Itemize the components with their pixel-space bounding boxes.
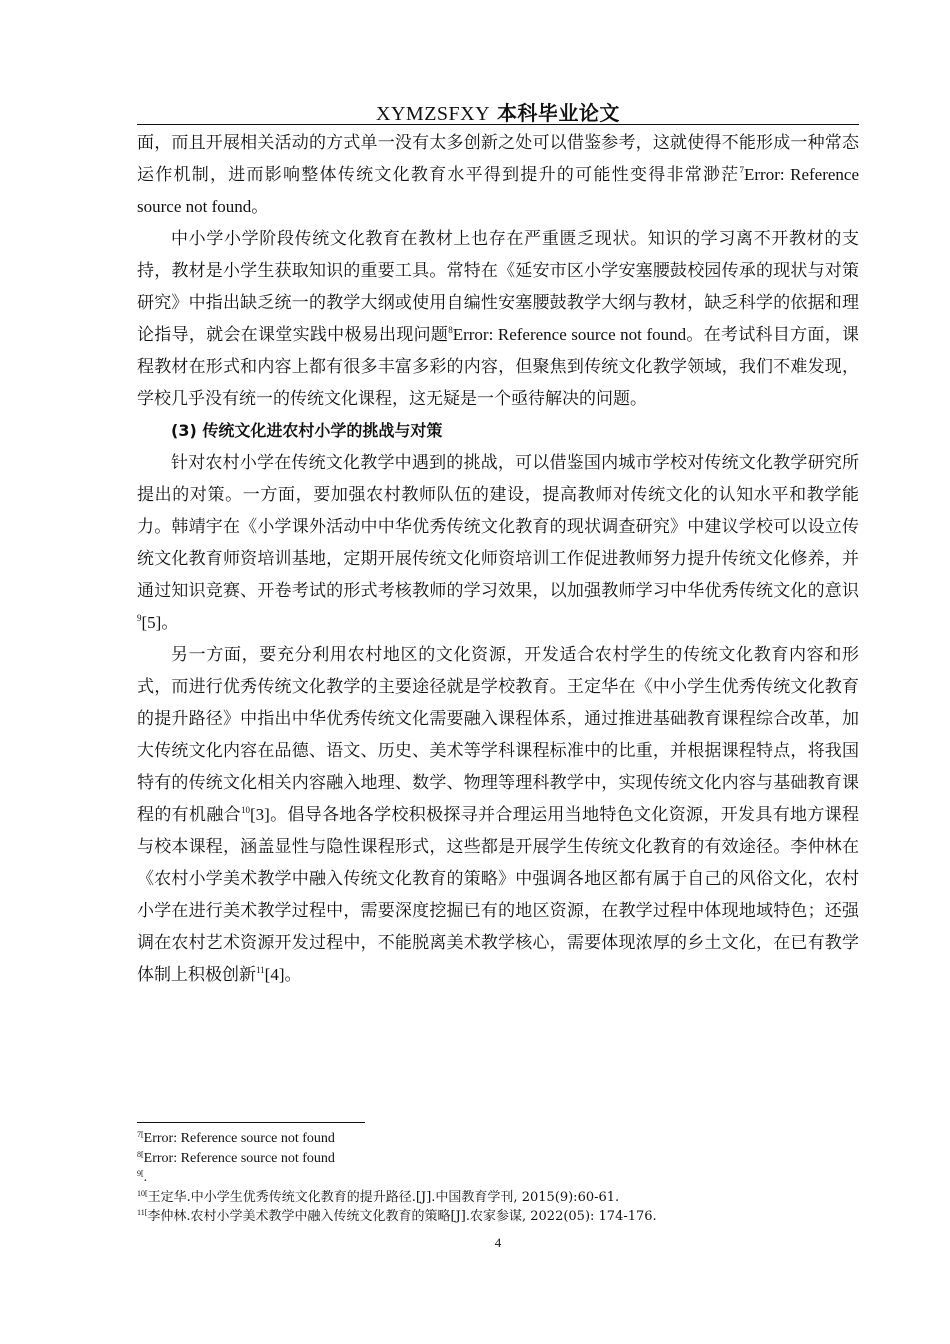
paragraph-text: 。在考试科目方面，课程教材在形式和内容上都有很多丰富多彩的内容，但聚焦到传统文化教学领域，我们不难发现，学校几乎没有统一的传统文化课程，这无疑是一个亟待解决的问题。 <box>137 325 860 409</box>
paragraph-text: 。 <box>284 965 302 985</box>
header-latin: XYMZSFXY <box>376 103 491 125</box>
footnote-ref[interactable]: 9 <box>137 613 142 623</box>
paragraph-text: 另一方面，要充分利用农村地区的文化资源，开发适合农村学生的传统文化教育内容和形式，而进行优秀传统文化教学的主要途径就是学校教育。王定华在《中小学生优秀传统文化教育的提升路径》中指出中华优秀传统文化需要融入课程体系，通过推进基础教育课程综合改革，加大传统文化内容在品德、语文、历史、美术等学科课程标准中的比重，并根据课程特点，将我国特有的传统文化相关内容融入地理、数学、物理等理科教学中，实现传统文化内容与基础教育课程的有机融合 <box>137 645 859 825</box>
footnote-mark: 7[ <box>137 1130 144 1139</box>
footnote-text: Error: Reference source not found <box>143 1150 335 1166</box>
footnote-separator <box>137 1122 365 1123</box>
footnote-text: Error: Reference source not found <box>143 1131 335 1146</box>
footnotes <box>137 1129 859 1227</box>
footnote-item <box>137 1188 859 1208</box>
footnote-ref[interactable]: 7 <box>739 165 745 175</box>
paragraph <box>137 639 859 991</box>
footnote-mark: 8[ <box>137 1149 144 1159</box>
paragraph-text: 面，而且开展相关活动的方式单一没有太多创新之处可以借鉴参考，这就使得不能形成一种常态运作机制，进而影响整体传统文化教育水平得到提升的可能性变得非常渺茫 <box>137 133 859 185</box>
footnote-text: 李仲林.农村小学美术教学中融入传统文化教育的策略[J].农家参谋, 2022(05): 174-176. <box>147 1209 657 1224</box>
footnote-item <box>137 1129 859 1149</box>
footnote-item <box>137 1207 859 1227</box>
paragraph <box>137 223 859 415</box>
header-rule <box>137 124 859 125</box>
paragraph-text: 中小学小学阶段传统文化教育在教材上也存在严重匮乏现状。知识的学习离不开教材的支持，教材是小学生获取知识的重要工具。常特在《延安市区小学安塞腰鼓校园传承的现状与对策研究》中指出缺乏统一的教学大纲或使用自编性安塞腰鼓教学大纲与教材，缺乏科学的依据和理论指导，就会在课堂实践中极易出现问题 <box>137 229 859 345</box>
footnote-text: 王定华.中小学生优秀传统文化教育的提升路径.[J].中国教育学刊, 2015(9):60-61. <box>147 1189 620 1205</box>
citation[interactable]: [3] <box>249 805 270 824</box>
paragraph-text: 。倡导各地各学校积极探寻并合理运用当地特色文化资源，开发具有地方课程与校本课程，涵盖显性与隐性课程形式，这些都是开展学生传统文化教育的有效途径。李仲林在《农村小学美术教学中融入传统文化教育的策略》中强调各地区都有属于自己的风俗文化，农村小学在进行美术教学过程中，需要深度挖掘已有的地区资源，在教学过程中体现地域特色；还强调在农村艺术资源开发过程中，不能脱离美术教学核心，需要体现浓厚的乡土文化，在已有教学体制上积极创新 <box>137 805 860 985</box>
paragraph-text: 。 <box>251 197 269 217</box>
footnote-mark: 9[ <box>137 1169 144 1178</box>
header-chinese: 本科毕业论文 <box>496 101 620 125</box>
footnote-item <box>137 1149 859 1169</box>
body-text <box>137 127 859 991</box>
footnote-ref[interactable]: 11 <box>256 965 265 975</box>
citation[interactable]: [5] <box>141 613 162 632</box>
footnote-item <box>137 1168 859 1188</box>
running-header <box>137 97 859 126</box>
reference-error: Error: Reference source not found <box>452 325 687 344</box>
footnote-text: . <box>143 1170 148 1185</box>
footnote-mark: 10[ <box>137 1188 148 1198</box>
section-heading: (3) 传统文化进农村小学的挑战与对策 <box>171 421 443 440</box>
footnote-ref[interactable]: 10 <box>240 805 250 815</box>
page-number: 4 <box>494 1235 502 1250</box>
paragraph <box>137 127 859 223</box>
paragraph-text: 。 <box>161 613 179 633</box>
paragraph <box>137 447 859 639</box>
citation[interactable]: [4] <box>264 965 285 984</box>
footnote-mark: 11[ <box>137 1208 148 1217</box>
paragraph-text: 针对农村小学在传统文化教学中遇到的挑战，可以借鉴国内城市学校对传统文化教学研究所提出的对策。一方面，要加强农村教师队伍的建设，提高教师对传统文化的认知水平和教学能力。韩靖宇在《小学课外活动中中华优秀传统文化教育的现状调查研究》中建议学校可以设立传统文化教育师资培训基地，定期开展传统文化师资培训工作促进教师努力提升传统文化修养，并通过知识竞赛、开卷考试的形式考核教师的学习效果，以加强教师学习中华优秀传统文化的意识 <box>137 453 859 601</box>
reference-error: Error: Reference source not found <box>137 165 860 216</box>
footnote-ref[interactable]: 8 <box>448 325 453 335</box>
